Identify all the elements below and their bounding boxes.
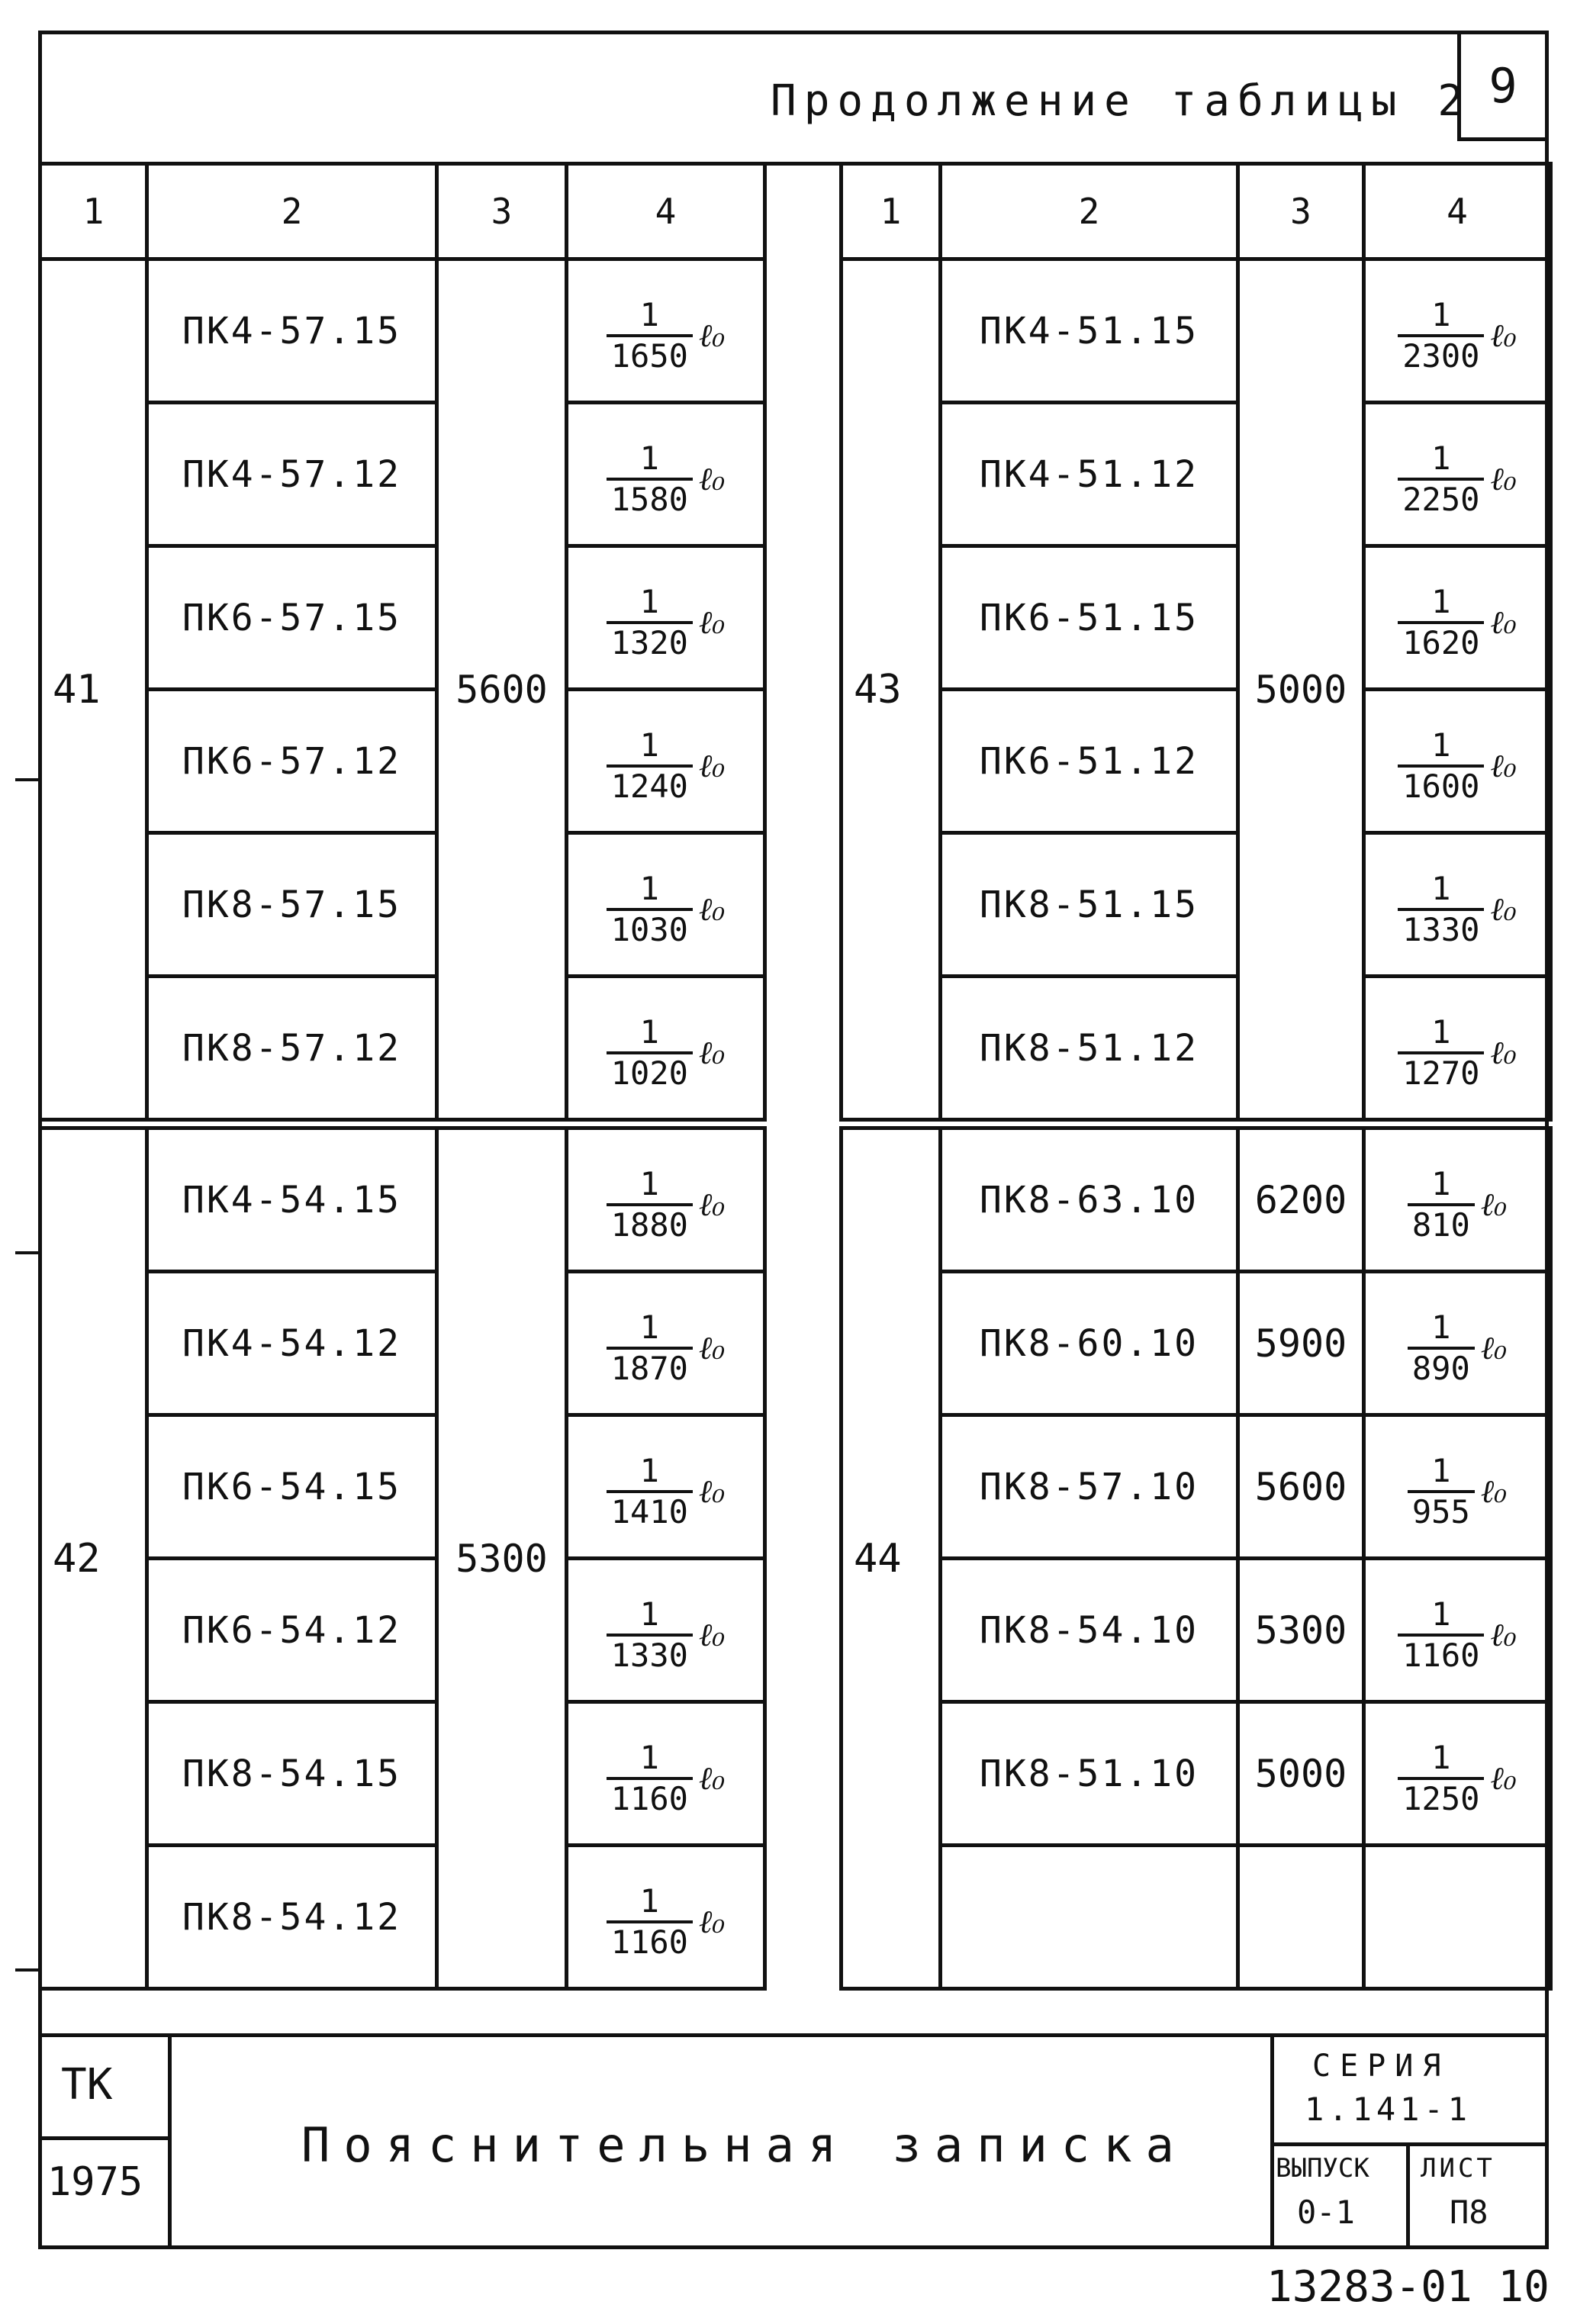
deflection-cell [1364, 1415, 1551, 1559]
product-mark-cell: ПК4-54.12 [147, 1272, 437, 1415]
deflection-fraction [1398, 869, 1517, 948]
deflection-cell [567, 690, 765, 833]
span-length-symbol: ℓ₀ [1480, 1185, 1508, 1223]
deflection-fraction [607, 1012, 726, 1092]
span-length-cell: 6200 [1238, 1128, 1364, 1272]
deflection-fraction [1408, 1308, 1508, 1387]
fraction [607, 1012, 693, 1092]
empty-cell [941, 1846, 1238, 1989]
header-row [842, 164, 1551, 259]
fraction-numerator: 1 [639, 1012, 659, 1051]
left-spec-table [38, 162, 767, 1991]
fraction-numerator: 1 [1431, 1308, 1451, 1346]
span-length-symbol: ℓ₀ [1490, 316, 1517, 354]
span-length-symbol: ℓ₀ [1490, 1759, 1517, 1797]
span-length-cell: 5000 [1238, 1702, 1364, 1846]
span-length-symbol: ℓ₀ [1480, 1328, 1508, 1366]
column-header: 2 [941, 164, 1238, 259]
fraction-numerator: 1 [639, 1308, 659, 1346]
fraction [1408, 1451, 1475, 1531]
group-separator [842, 1120, 1551, 1128]
fraction [1398, 1738, 1484, 1817]
span-length-symbol: ℓ₀ [698, 1759, 726, 1797]
issue-label: ВЫПУСК [1276, 2153, 1369, 2184]
fraction [1408, 1308, 1475, 1387]
fraction [607, 295, 693, 375]
table-row [40, 403, 765, 546]
fraction-denominator: 1160 [1398, 1634, 1484, 1672]
deflection-cell [567, 1128, 765, 1272]
deflection-fraction [1398, 295, 1517, 375]
fraction-numerator: 1 [639, 1881, 659, 1920]
margin-tick [15, 1968, 38, 1972]
table-continuation-title: Продолжение таблицы 2 [771, 76, 1472, 126]
separator-cell [842, 1120, 1551, 1128]
span-length-symbol: ℓ₀ [698, 603, 726, 641]
product-mark-cell: ПК8-57.10 [941, 1415, 1238, 1559]
fraction [1408, 1164, 1475, 1244]
span-length-symbol: ℓ₀ [698, 459, 726, 497]
fraction-denominator: 810 [1408, 1203, 1475, 1241]
deflection-fraction [607, 869, 726, 948]
span-length-symbol: ℓ₀ [1490, 1615, 1517, 1653]
left-table-body [40, 259, 765, 1989]
document-title: Пояснительная записка [301, 2117, 1188, 2173]
table-row [40, 1128, 765, 1272]
right-spec-table [839, 162, 1553, 1991]
table-row [40, 1272, 765, 1415]
column-header: 1 [40, 164, 147, 259]
sheet-value: П8 [1450, 2194, 1488, 2231]
issue-value: 0-1 [1297, 2194, 1355, 2231]
deflection-fraction [607, 726, 726, 805]
table-row [842, 403, 1551, 546]
table-row [40, 1846, 765, 1989]
deflection-fraction [607, 1451, 726, 1531]
deflection-cell [1364, 403, 1551, 546]
span-length-symbol: ℓ₀ [698, 1902, 726, 1940]
product-mark-cell: ПК6-51.15 [941, 546, 1238, 690]
span-length-symbol: ℓ₀ [698, 1472, 726, 1510]
fraction-denominator: 1870 [607, 1347, 693, 1385]
product-mark-cell: ПК4-57.12 [147, 403, 437, 546]
fraction-denominator: 955 [1408, 1490, 1475, 1528]
table-row [40, 1702, 765, 1846]
fraction-numerator: 1 [1431, 1738, 1451, 1776]
fraction [1398, 726, 1484, 805]
fraction [607, 1451, 693, 1531]
deflection-cell [1364, 546, 1551, 690]
span-length-cell: 5000 [1238, 259, 1364, 1120]
deflection-fraction [1398, 1595, 1517, 1674]
deflection-cell [1364, 1702, 1551, 1846]
deflection-fraction [607, 1308, 726, 1387]
header-row [40, 164, 765, 259]
fraction-denominator: 1270 [1398, 1051, 1484, 1090]
deflection-cell [567, 259, 765, 403]
deflection-fraction [1398, 1012, 1517, 1092]
product-mark-cell: ПК4-51.15 [941, 259, 1238, 403]
span-length-symbol: ℓ₀ [1490, 459, 1517, 497]
series-label: СЕРИЯ [1312, 2049, 1450, 2084]
fraction [1398, 869, 1484, 948]
archive-stamp: 13283-01 10 [1266, 2262, 1550, 2312]
fraction-numerator: 1 [1431, 295, 1451, 333]
empty-cell [1364, 1846, 1551, 1989]
fraction-denominator: 1330 [607, 1634, 693, 1672]
column-header: 4 [1364, 164, 1551, 259]
table-row [842, 977, 1551, 1120]
fraction [607, 1738, 693, 1817]
span-length-symbol: ℓ₀ [1490, 603, 1517, 641]
fraction-numerator: 1 [639, 1451, 659, 1489]
table-row [842, 1702, 1551, 1846]
deflection-cell [567, 1415, 765, 1559]
fraction-denominator: 1580 [607, 478, 693, 516]
sheet-label: ЛИСТ [1421, 2153, 1495, 2184]
fraction [607, 726, 693, 805]
deflection-fraction [607, 295, 726, 375]
span-length-cell: 5300 [1238, 1559, 1364, 1702]
fraction-denominator: 1030 [607, 908, 693, 946]
table-row [40, 977, 765, 1120]
deflection-fraction [1398, 439, 1517, 518]
column-header: 1 [842, 164, 941, 259]
table-row [842, 1415, 1551, 1559]
span-length-symbol: ℓ₀ [1490, 890, 1517, 928]
fraction-numerator: 1 [639, 1164, 659, 1202]
fraction [607, 1881, 693, 1961]
deflection-fraction [607, 1738, 726, 1817]
fraction-denominator: 1160 [607, 1777, 693, 1815]
fraction-numerator: 1 [639, 1595, 659, 1633]
deflection-cell [567, 403, 765, 546]
table-row [40, 1559, 765, 1702]
product-mark-cell: ПК4-57.15 [147, 259, 437, 403]
product-mark-cell: ПК8-57.15 [147, 833, 437, 977]
deflection-cell [1364, 833, 1551, 977]
fraction-denominator: 1020 [607, 1051, 693, 1090]
deflection-fraction [607, 582, 726, 661]
fraction-denominator: 1330 [1398, 908, 1484, 946]
title-block-divider [1406, 2142, 1410, 2249]
fraction-numerator: 1 [1431, 869, 1451, 907]
group-number-cell: 42 [40, 1128, 147, 1989]
table-row [842, 833, 1551, 977]
table-row [842, 690, 1551, 833]
fraction [607, 439, 693, 518]
fraction [1398, 439, 1484, 518]
group-number-cell: 43 [842, 259, 941, 1120]
fraction-denominator: 2250 [1398, 478, 1484, 516]
fraction-numerator: 1 [1431, 726, 1451, 764]
fraction-denominator: 890 [1408, 1347, 1475, 1385]
table-row [842, 1559, 1551, 1702]
fraction-denominator: 1880 [607, 1203, 693, 1241]
span-length-cell: 5600 [437, 259, 567, 1120]
table-row [40, 690, 765, 833]
table-row [40, 833, 765, 977]
year: 1975 [47, 2159, 143, 2205]
deflection-cell [1364, 259, 1551, 403]
fraction [1398, 1595, 1484, 1674]
deflection-cell [567, 1702, 765, 1846]
deflection-cell [1364, 690, 1551, 833]
empty-cell [1238, 1846, 1364, 1989]
fraction-denominator: 1410 [607, 1490, 693, 1528]
fraction-numerator: 1 [639, 869, 659, 907]
product-mark-cell: ПК8-51.12 [941, 977, 1238, 1120]
fraction-numerator: 1 [1431, 1595, 1451, 1633]
margin-tick [15, 1251, 38, 1254]
span-length-symbol: ℓ₀ [698, 1185, 726, 1223]
product-mark-cell: ПК8-57.12 [147, 977, 437, 1120]
product-mark-cell: ПК8-60.10 [941, 1272, 1238, 1415]
product-mark-cell: ПК6-54.15 [147, 1415, 437, 1559]
fraction [607, 1308, 693, 1387]
deflection-cell [567, 977, 765, 1120]
fraction-numerator: 1 [639, 582, 659, 620]
product-mark-cell: ПК6-54.12 [147, 1559, 437, 1702]
product-mark-cell: ПК8-51.15 [941, 833, 1238, 977]
fraction-denominator: 1620 [1398, 621, 1484, 659]
deflection-fraction [1408, 1164, 1508, 1244]
product-mark-cell: ПК6-57.12 [147, 690, 437, 833]
fraction-denominator: 2300 [1398, 334, 1484, 372]
span-length-symbol: ℓ₀ [1490, 1033, 1517, 1071]
product-mark-cell: ПК8-54.15 [147, 1702, 437, 1846]
deflection-fraction [1398, 582, 1517, 661]
table-row [842, 1128, 1551, 1272]
separator-cell [40, 1120, 765, 1128]
deflection-fraction [607, 439, 726, 518]
fraction [1398, 1012, 1484, 1092]
column-header: 2 [147, 164, 437, 259]
fraction-numerator: 1 [1431, 1451, 1451, 1489]
deflection-fraction [607, 1881, 726, 1961]
margin-tick [15, 778, 38, 781]
deflection-cell [567, 1846, 765, 1989]
span-length-cell: 5300 [437, 1128, 567, 1989]
deflection-cell [1364, 1272, 1551, 1415]
column-header: 3 [437, 164, 567, 259]
span-length-symbol: ℓ₀ [698, 1328, 726, 1366]
fraction [607, 1164, 693, 1244]
span-length-symbol: ℓ₀ [698, 1033, 726, 1071]
product-mark-cell: ПК6-57.15 [147, 546, 437, 690]
product-mark-cell: ПК8-63.10 [941, 1128, 1238, 1272]
deflection-fraction [1398, 1738, 1517, 1817]
group-separator [40, 1120, 765, 1128]
group-number-cell: 44 [842, 1128, 941, 1989]
title-block-divider [38, 2136, 172, 2140]
span-length-symbol: ℓ₀ [698, 316, 726, 354]
fraction-denominator: 1320 [607, 621, 693, 659]
product-mark-cell: ПК6-51.12 [941, 690, 1238, 833]
fraction-numerator: 1 [1431, 439, 1451, 477]
series-value: 1.141-1 [1305, 2091, 1472, 2128]
fraction-denominator: 1160 [607, 1920, 693, 1959]
column-header: 4 [567, 164, 765, 259]
span-length-symbol: ℓ₀ [698, 1615, 726, 1653]
fraction-numerator: 1 [1431, 582, 1451, 620]
fraction-numerator: 1 [1431, 1164, 1451, 1202]
deflection-cell [567, 833, 765, 977]
group-number-cell: 41 [40, 259, 147, 1120]
deflection-cell [567, 1272, 765, 1415]
deflection-cell [1364, 1128, 1551, 1272]
empty-row [842, 1846, 1551, 1989]
span-length-symbol: ℓ₀ [698, 746, 726, 784]
deflection-fraction [1408, 1451, 1508, 1531]
span-length-symbol: ℓ₀ [1480, 1472, 1508, 1510]
fraction [607, 1595, 693, 1674]
fraction-denominator: 1240 [607, 764, 693, 803]
column-header: 3 [1238, 164, 1364, 259]
product-mark-cell: ПК8-51.10 [941, 1702, 1238, 1846]
product-mark-cell: ПК8-54.12 [147, 1846, 437, 1989]
product-mark-cell: ПК4-54.15 [147, 1128, 437, 1272]
deflection-cell [1364, 1559, 1551, 1702]
organization-code: ТК [61, 2060, 113, 2110]
table-row [40, 1415, 765, 1559]
table-row [842, 259, 1551, 403]
product-mark-cell: ПК8-54.10 [941, 1559, 1238, 1702]
deflection-fraction [1398, 726, 1517, 805]
span-length-cell: 5900 [1238, 1272, 1364, 1415]
deflection-fraction [607, 1164, 726, 1244]
fraction-numerator: 1 [1431, 1012, 1451, 1051]
fraction-denominator: 1600 [1398, 764, 1484, 803]
fraction-numerator: 1 [639, 1738, 659, 1776]
span-length-cell: 5600 [1238, 1415, 1364, 1559]
table-row [40, 259, 765, 403]
fraction-denominator: 1650 [607, 334, 693, 372]
product-mark-cell: ПК4-51.12 [941, 403, 1238, 546]
table-row [842, 1272, 1551, 1415]
deflection-cell [567, 1559, 765, 1702]
deflection-fraction [607, 1595, 726, 1674]
fraction-numerator: 1 [639, 295, 659, 333]
sheet-number: 9 [1457, 34, 1545, 141]
fraction-numerator: 1 [639, 439, 659, 477]
table-row [40, 546, 765, 690]
table-row [842, 546, 1551, 690]
fraction-numerator: 1 [639, 726, 659, 764]
fraction [607, 582, 693, 661]
deflection-cell [567, 546, 765, 690]
fraction [607, 869, 693, 948]
fraction-denominator: 1250 [1398, 1777, 1484, 1815]
span-length-symbol: ℓ₀ [698, 890, 726, 928]
fraction [1398, 295, 1484, 375]
deflection-cell [1364, 977, 1551, 1120]
fraction [1398, 582, 1484, 661]
span-length-symbol: ℓ₀ [1490, 746, 1517, 784]
right-table-body [842, 259, 1551, 1989]
